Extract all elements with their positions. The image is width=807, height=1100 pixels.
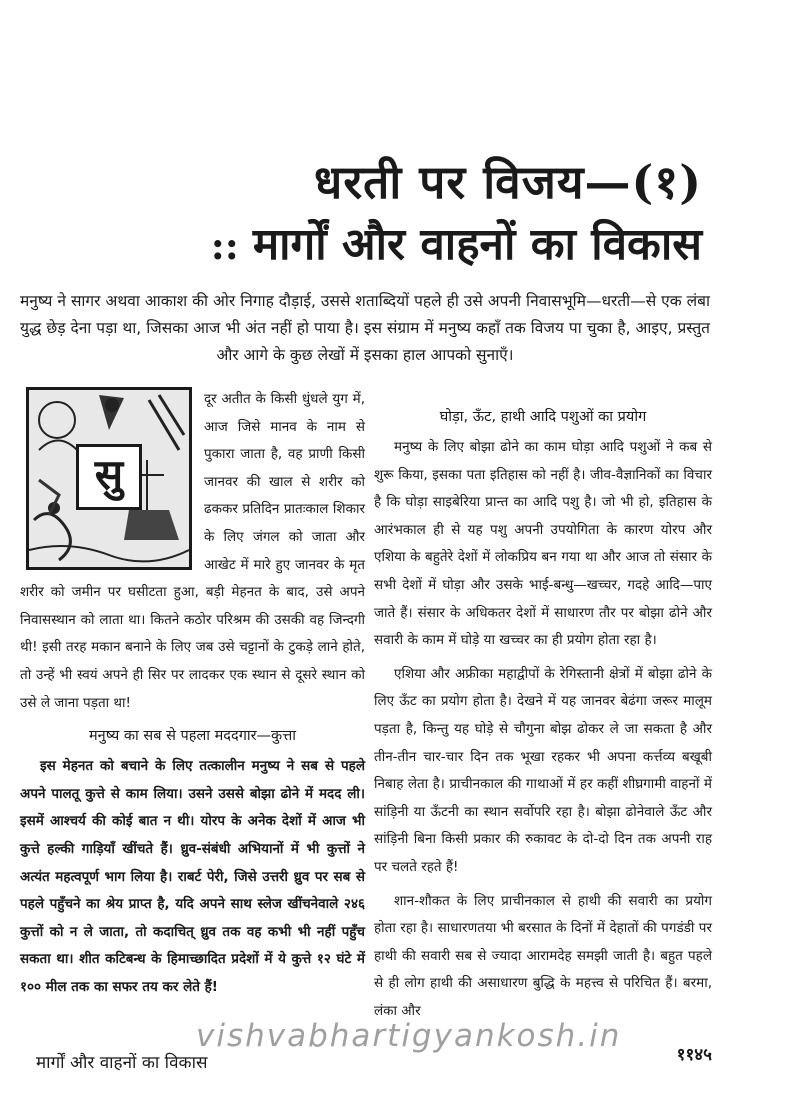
drop-cap-illustration (26, 387, 192, 570)
drop-cap-letter: सु (76, 444, 142, 510)
right-subheading: घोड़ा, ऊँट, हाथी आदि पशुओं का प्रयोग (439, 409, 647, 425)
right-paragraph-2: एशिया और अफ्रीका महाद्वीपों के रेगिस्तानी क्षेत्रों में बोझा ढोने के लिए ऊँट का प्रयोग होता है। देखने में यह जानवर बेढंगा जरूर मालूम पड़ता है, किन्तु यह घोड़े से चौगुना बोझ ढोकर ले जा सकता है और तीन-तीन चार-चार दिन तक भूखा रहकर भी अपना कर्त्तव्य बखूबी निबाह लेता है। प्राचीनकाल की गाथाओं में हर कहीं शीघ्रगामी वाहनों में सांड़िनी या ऊँटनी का स्थान सर्वोपरि रहा है। बोझा ढोनेवाले ऊँट और सांड़िनी बिना किसी प्रकार की रुकावट के दो-दो दिन तक अपनी राह पर चलते रहते हैं! (374, 665, 712, 875)
intro-paragraph: मनुष्य ने सागर अथवा आकाश की ओर निगाह दौड़ाई, उससे शताब्दियों पहले ही उसे अपनी निवासभूमि—धरती—से एक लंबा युद्ध छेड़ देना पड़ा था, जिसका आज भी अंत नहीं हो पाया है। इस संग्राम में मनुष्य कहाँ तक विजय पा चुका है, आइए, प्रस्तुत और आगे के कुछ लेखों में इसका हाल आपको सुनाएँ। (20, 292, 710, 364)
left-column (20, 386, 365, 1001)
article-title: धरती पर विजय—(१) (314, 155, 702, 209)
left-paragraph-2: इस मेहनत को बचाने के लिए तत्कालीन मनुष्य ने सब से पहले अपने पालतू कुत्ते से काम लिया। उसने उससे बोझा ढोने में मदद ली। इसमें आश्चर्य की कोई बात न थी। योरप के अनेक देशों में आज भी कुत्ते हल्की गाड़ियाँ खींचते हैं। ध्रुव-संबंधी अभियानों में भी कुत्तों ने अत्यंत महत्वपूर्ण भाग लिया है। राबर्ट पेरी, जिसे उत्तरी ध्रुव पर सब से पहले पहुँचने का श्रेय प्राप्त है, यदि अपने साथ स्लेज खींचनेवाले २४६ कुत्तों को न ले जाता, तो कदाचित् ध्रुव तक वह कभी भी नहीं पहुँच सकता था। शीत कटिबन्ध के हिमाच्छादित प्रदेशों में ये कुत्ते १२ घंटे में १०० मील तक का सफर तय कर लेते हैं! (20, 758, 365, 995)
right-paragraph-3: शान-शौकत के लिए प्राचीनकाल से हाथी की सवारी का प्रयोग होता रहा है। साधारणतया भी बरसात के दिनों में देहातों की पगडंडी पर हाथी की सवारी सब से ज्यादा आरामदेह समझी जाती है। बहुत पहले से ही लोग हाथी की असाधारण बुद्धि के महत्त्व से परिचित हैं। बरमा, लंका और (374, 892, 712, 1019)
left-paragraph-1: दूर अतीत के किसी धुंधले युग में, आज जिसे मानव के नाम से पुकारा जाता है, वह प्राणी किसी जानवर की खाल से शरीर को ढककर प्रतिदिन प्रातःकाल शिकार के लिए जंगल को जाता और आखेट में मारे हुए जानवर के मृत शरीर को जमीन पर घसीटता हुआ, बड़ी मेहनत के बाद, उसे अपने निवासस्थान को लाता था। कितने कठोर परिश्रम की उसकी वह जिन्दगी थी! इसी तरह मकान बनाने के लिए जब उसे चट्टानों के टुकड़े लाने होते, तो उन्हें भी स्वयं अपने ही सिर पर लादकर एक स्थान से दूसरे स्थान को उसे ले जाना पड़ता था! (20, 391, 365, 711)
right-column (374, 398, 712, 1025)
right-paragraph-1: मनुष्य के लिए बोझा ढोने का काम घोड़ा आदि पशुओं ने कब से शुरू किया, इसका पता इतिहास को नहीं है। जीव-वैज्ञानिकों का विचार है कि घोड़ा साइबेरिया प्रान्त का आदि पशु है। जो भी हो, इतिहास के आरंभकाल ही से यह पशु अपनी उपयोगिता के कारण योरप और एशिया के बहुतेरे देशों में लोकप्रिय बन गया था और आज तो संसार के सभी देशों में घोड़ा और उसके भाई-बन्धु—खच्चर, गदहे आदि—पाए जाते हैं। संसार के अधिकतर देशों में साधारण तौर पर बोझा ढोने और सवारी के काम में घोड़े या खच्चर का ही प्रयोग होता रहा है। (374, 439, 712, 649)
article-subtitle-text: मार्गों और वाहनों का विकास (252, 219, 702, 270)
title-bullet: :: (210, 223, 239, 268)
article-subtitle (211, 212, 702, 272)
watermark: vishvabhartigyankosh.in (196, 1018, 622, 1054)
page-number: ११४५ (676, 1045, 712, 1065)
running-footer-title: मार्गों और वाहनों का विकास (36, 1053, 208, 1073)
left-subheading: मनुष्य का सब से पहला मददगार—कुत्ता (89, 728, 296, 745)
